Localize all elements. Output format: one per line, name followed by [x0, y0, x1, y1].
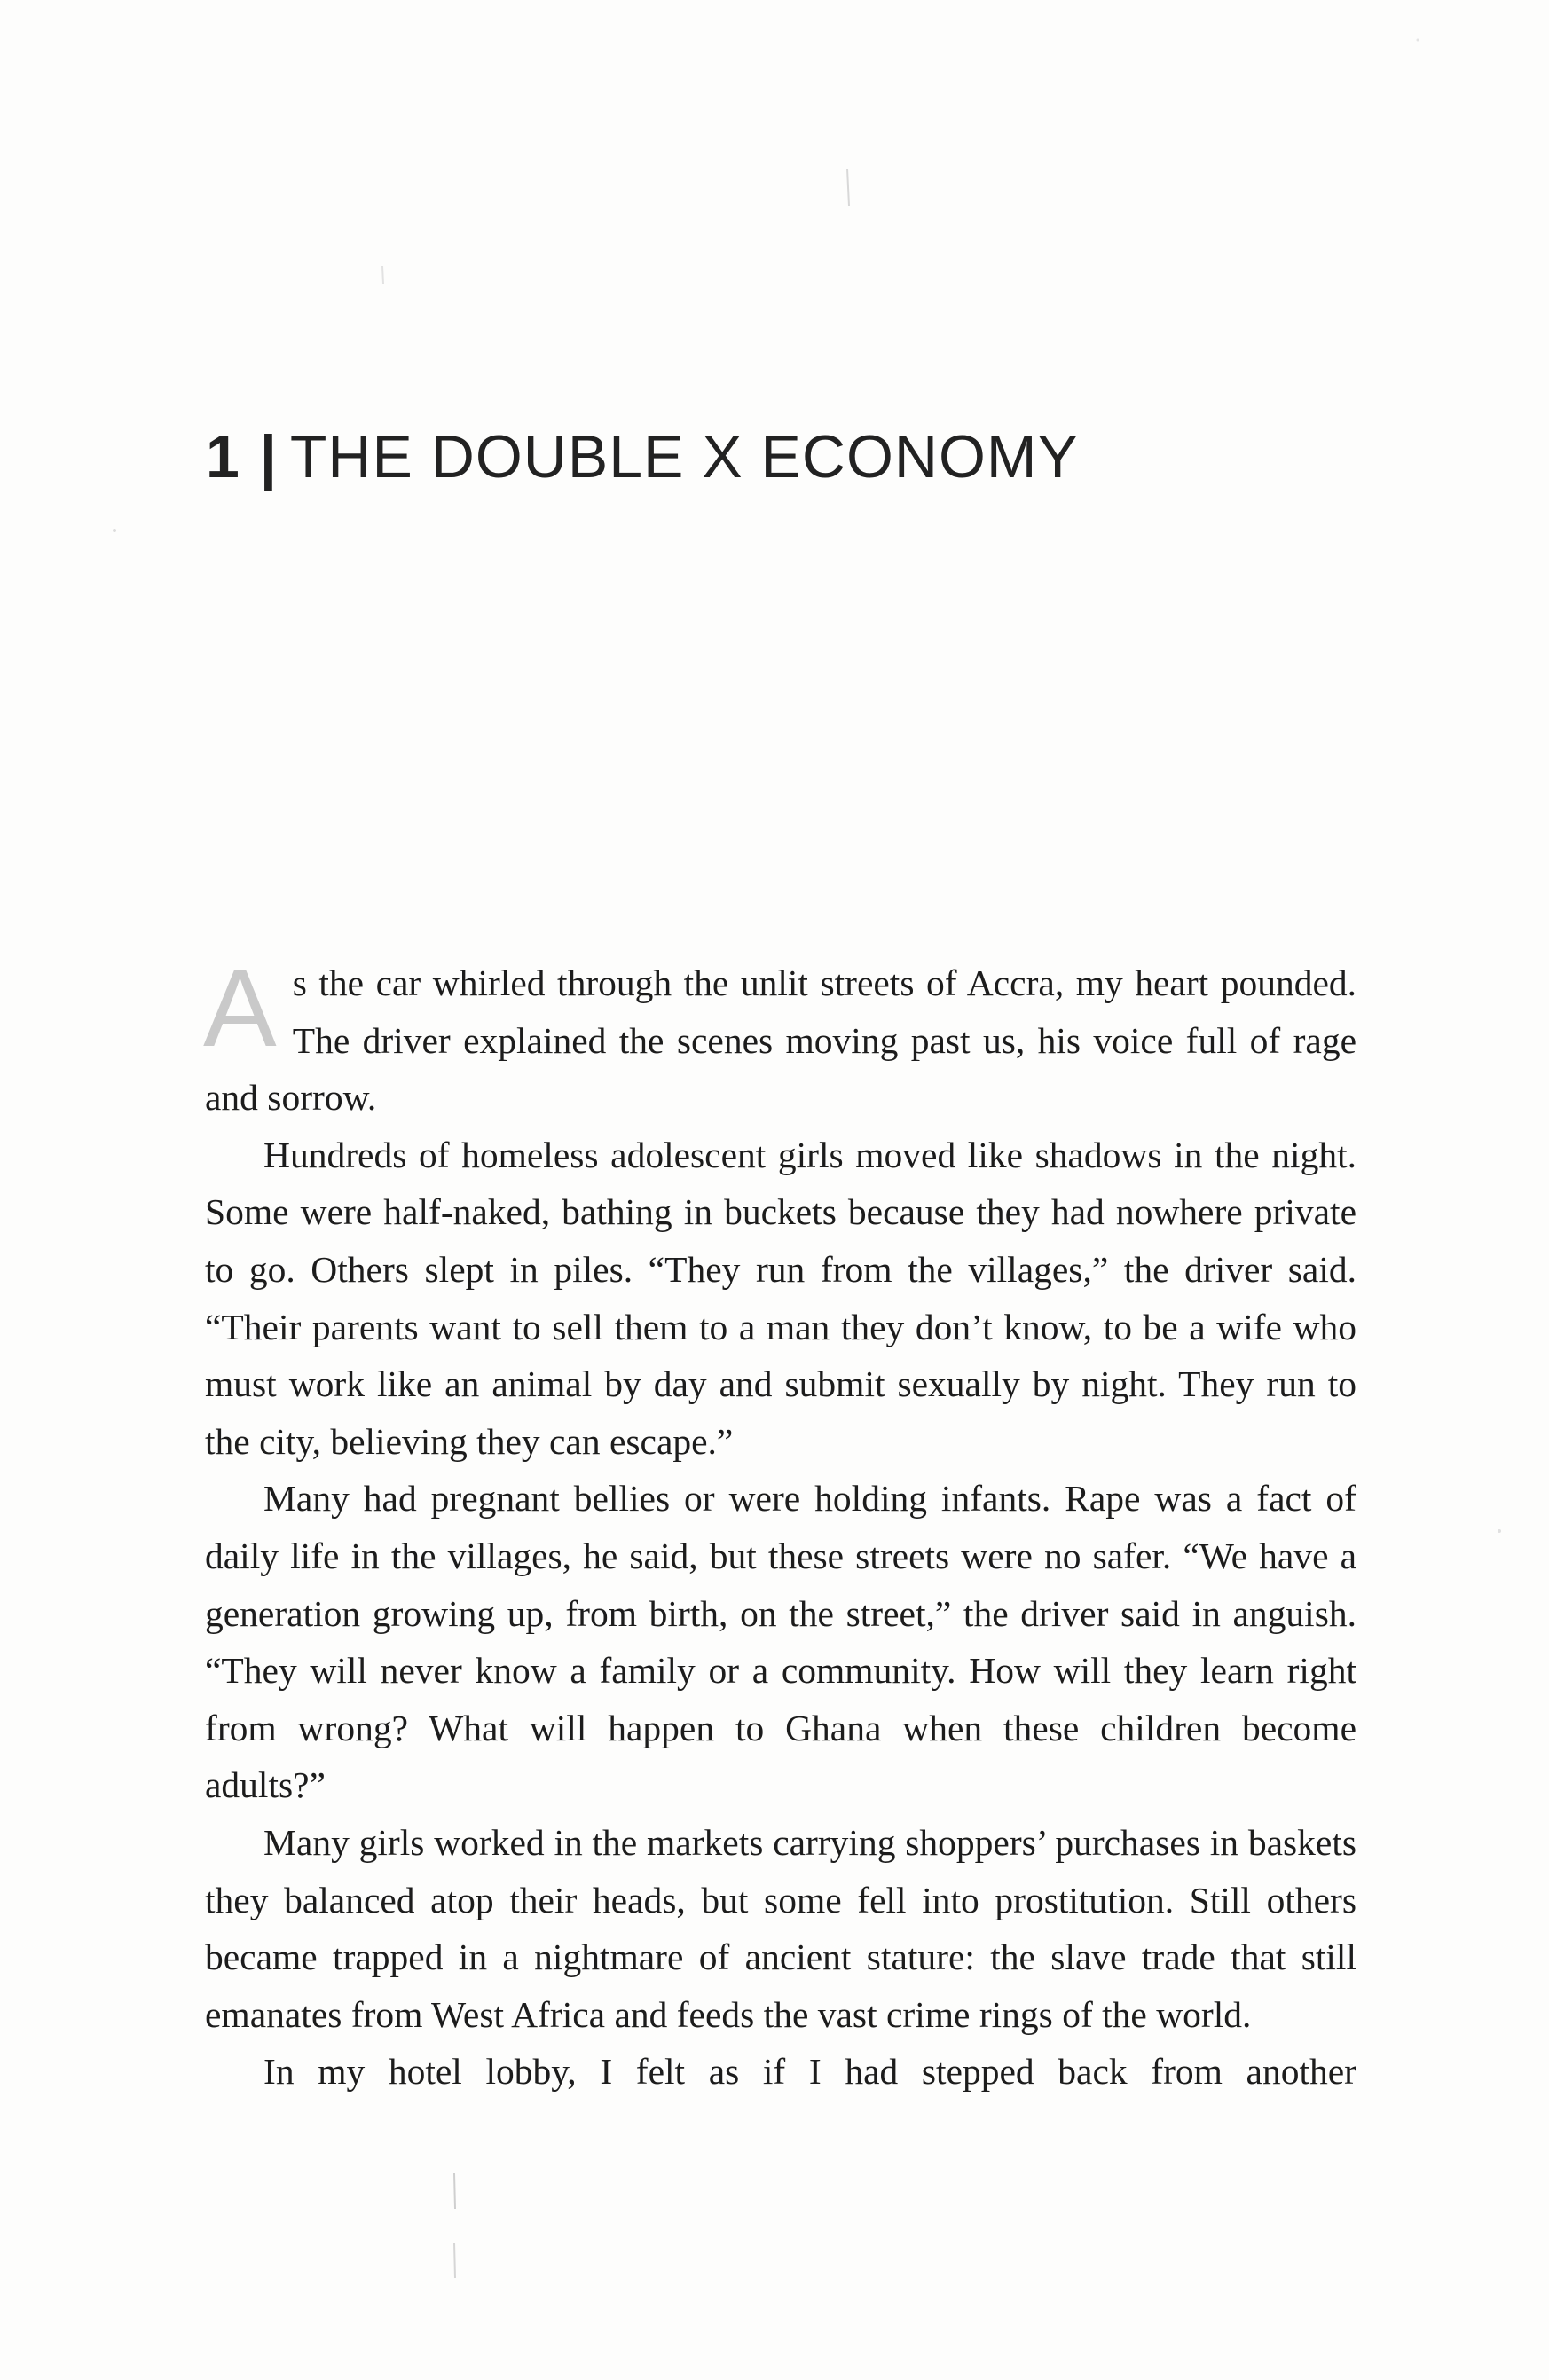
chapter-separator: | [259, 423, 278, 491]
chapter-body [203, 947, 1356, 2101]
chapter-heading [206, 422, 1079, 491]
paragraph-5: In my hotel lobby, I felt as if I had stepped back from another [263, 2051, 1356, 2093]
chapter-title: THE DOUBLE X ECONOMY [289, 423, 1079, 491]
paragraph-3: Many had pregnant bellies or were holding infants. Rape was a fact of daily life in the villages, he said, but these streets were no safer. “We have a generation growing up, from birth, on the street,” the driver said in anguish. “They will never know a family or a community. How will they learn right from wrong? What will happen to Ghana when these children become adults?” [205, 1478, 1356, 1806]
chapter-number: 1 [206, 423, 240, 491]
paragraph-1 [203, 947, 1356, 1127]
paragraph-1-text: s the car whirled through the unlit streets of Accra, my heart pounded. The driver explained the scenes moving past us, his voice full of rage and sorrow. [205, 962, 1356, 1119]
paragraph-2: Hundreds of homeless adolescent girls moved like shadows in the night. Some were half-naked, bathing in buckets because they had nowhere private to go. Others slept in piles. “They run from the villages,” the driver said. “Their parents want to sell them to a man they don’t know, to be a wife who must work like an animal by day and submit sexually by night. They run to the city, believing they can escape.” [205, 1134, 1356, 1462]
paragraph-4: Many girls worked in the markets carrying shoppers’ purchases in baskets they balanced atop their heads, but some fell into prostitution. Still others became trapped in a nightmare of ancient stature: the slave trade that still emanates from West Africa and feeds the vast crime rings of the world. [205, 1821, 1356, 2035]
drop-cap: A [203, 947, 277, 1070]
